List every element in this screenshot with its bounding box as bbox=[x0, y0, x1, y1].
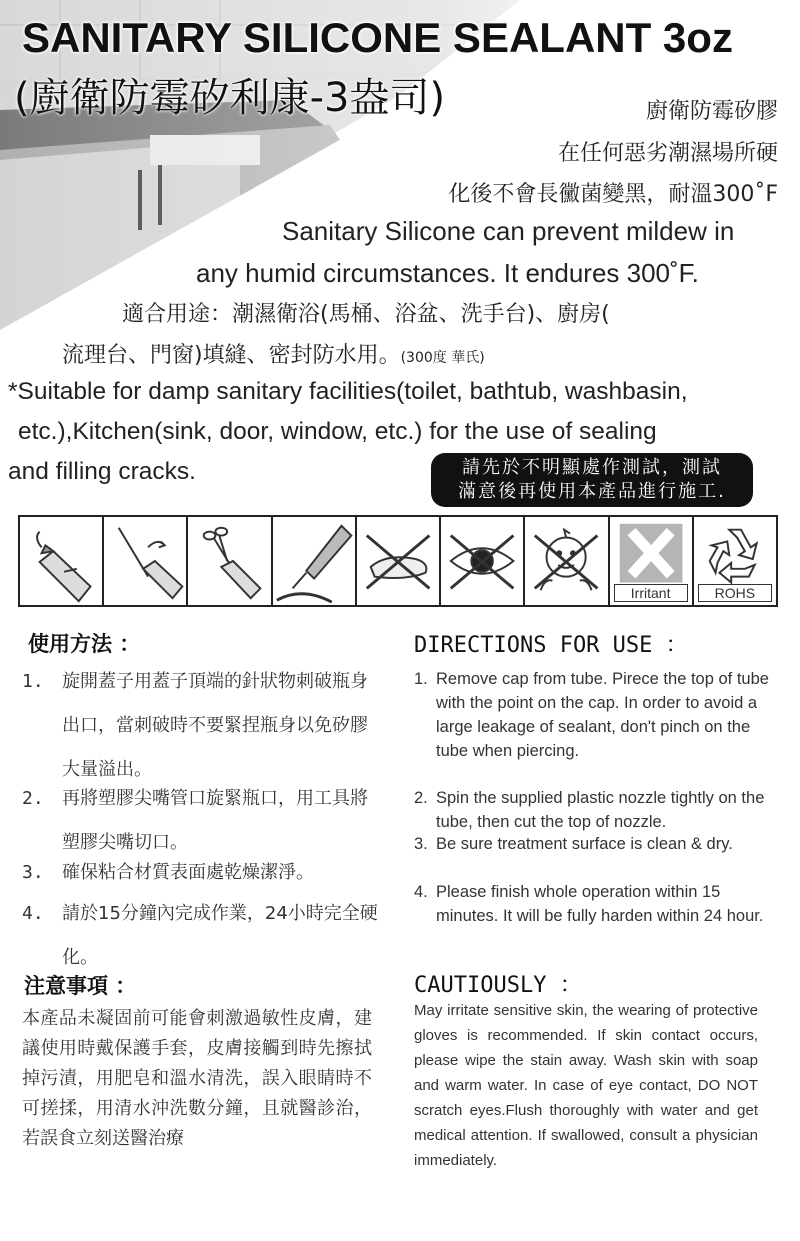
step-text: Please finish whole operation within 15 minutes. It will be fully harden within 24 hour. bbox=[436, 883, 764, 925]
test-notice-line-2: 滿意後再使用本產品進行施工. bbox=[458, 481, 726, 502]
product-subtitle-zh: (廚衛防霉矽利康-3盎司) bbox=[14, 75, 446, 121]
step-text: 請於15分鐘內完成作業，24小時完全硬化。 bbox=[62, 903, 378, 968]
directions-zh-step-1 bbox=[22, 660, 382, 792]
irritant-label: Irritant bbox=[614, 584, 688, 602]
step-number: 2. bbox=[22, 788, 44, 809]
step-text: 確保粘合材質表面處乾燥潔淨。 bbox=[62, 862, 314, 883]
usage-zh-line-2 bbox=[62, 338, 485, 369]
intro-zh-line-2: 在任何惡劣潮濕場所硬 bbox=[557, 141, 778, 166]
caution-en-text: May irritate sensitive skin, the wearing of protective gloves is recommended. If skin contact occurs, please wipe the stain away. Wash skin with soap and warm water. In case of eye contact, DO NOT scratch eyes.Flush thoroughly with water and get medical attention. If swallowed, consult a physician immediately. bbox=[414, 1002, 758, 1169]
intro-zh-line-3: 化後不會長黴菌變黑，耐溫300˚F bbox=[448, 182, 778, 207]
intro-en-line-1: Sanitary Silicone can prevent mildew in bbox=[282, 216, 735, 246]
caution-zh-heading: 注意事項 ： bbox=[24, 974, 137, 998]
step-text: Remove cap from tube. Pirece the top of tube with the point on the cap. In order to avoid a large leakage of sealant, don't pinch on the tube when piercing. bbox=[436, 670, 769, 760]
step-number: 2. bbox=[414, 789, 428, 807]
pictogram-strip bbox=[18, 515, 778, 607]
cut-nozzle-icon bbox=[20, 517, 104, 605]
usage-en-line-1: *Suitable for damp sanitary facilities(toilet, bathtub, washbasin, bbox=[8, 378, 688, 405]
caution-en-heading: CAUTIOUSLY ： bbox=[414, 973, 582, 998]
usage-zh-line-1: 適合用途：潮濕衛浴(馬桶、浴盆、洗手台)、廚房( bbox=[122, 302, 610, 327]
step-text: Be sure treatment surface is clean & dry. bbox=[436, 835, 733, 853]
directions-en-step-1 bbox=[414, 667, 774, 763]
step-number: 4. bbox=[22, 903, 44, 924]
rohs-label: ROHS bbox=[698, 584, 772, 602]
usage-zh-temp-note: (300度 華氏) bbox=[400, 350, 485, 366]
test-notice-line-1: 請先於不明顯處作測試，測試 bbox=[462, 457, 722, 478]
step-number: 4. bbox=[414, 883, 428, 901]
apply-sealant-icon bbox=[273, 517, 357, 605]
no-eyes-icon bbox=[441, 517, 525, 605]
step-text: 旋開蓋子用蓋子頂端的針狀物刺破瓶身出口，當刺破時不要緊捏瓶身以免矽膠大量溢出。 bbox=[62, 671, 368, 780]
product-title: SANITARY SILICONE SEALANT 3oz bbox=[22, 14, 733, 61]
usage-zh-line-2-text: 流理台、門窗)填縫、密封防水用。 bbox=[62, 343, 401, 368]
intro-zh-line-1: 廚衛防霉矽膠 bbox=[645, 99, 778, 124]
step-number: 3. bbox=[22, 862, 44, 883]
irritant-icon bbox=[610, 517, 694, 605]
usage-en-line-2: etc.),Kitchen(sink, door, window, etc.) for the use of sealing bbox=[18, 418, 657, 445]
recycle-icon bbox=[694, 517, 776, 605]
pierce-tube-icon bbox=[104, 517, 188, 605]
no-hands-icon bbox=[357, 517, 441, 605]
directions-zh-heading: 使用方法 ： bbox=[28, 632, 141, 656]
directions-en-step-3 bbox=[414, 832, 774, 856]
test-notice-box bbox=[431, 453, 753, 507]
step-number: 1. bbox=[22, 671, 44, 692]
step-text: Spin the supplied plastic nozzle tightly on the tube, then cut the top of nozzle. bbox=[436, 789, 765, 831]
directions-en-step-4 bbox=[414, 880, 774, 928]
step-text: 再將塑膠尖嘴管口旋緊瓶口，用工具將塑膠尖嘴切口。 bbox=[62, 788, 368, 853]
intro-en-line-2: any humid circumstances. It endures 300˚F. bbox=[196, 258, 699, 288]
step-number: 1. bbox=[414, 670, 428, 688]
no-children-icon bbox=[525, 517, 609, 605]
step-number: 3. bbox=[414, 835, 428, 853]
directions-zh-step-3 bbox=[22, 851, 382, 895]
scissors-nozzle-icon bbox=[188, 517, 272, 605]
directions-zh-step-4 bbox=[22, 892, 382, 980]
usage-en-line-3: and filling cracks. bbox=[8, 458, 196, 485]
directions-en-heading: DIRECTIONS FOR USE ： bbox=[414, 633, 688, 658]
caution-zh-text: 本產品未凝固前可能會刺激過敏性皮膚，建議使用時戴保護手套，皮膚接觸到時先擦拭掉污漬，用肥皂和溫水清洗，誤入眼睛時不可搓揉，用清水沖洗數分鐘，且就醫診治，若誤食立刻送醫治療 bbox=[22, 1008, 372, 1149]
directions-en-step-2 bbox=[414, 786, 774, 834]
